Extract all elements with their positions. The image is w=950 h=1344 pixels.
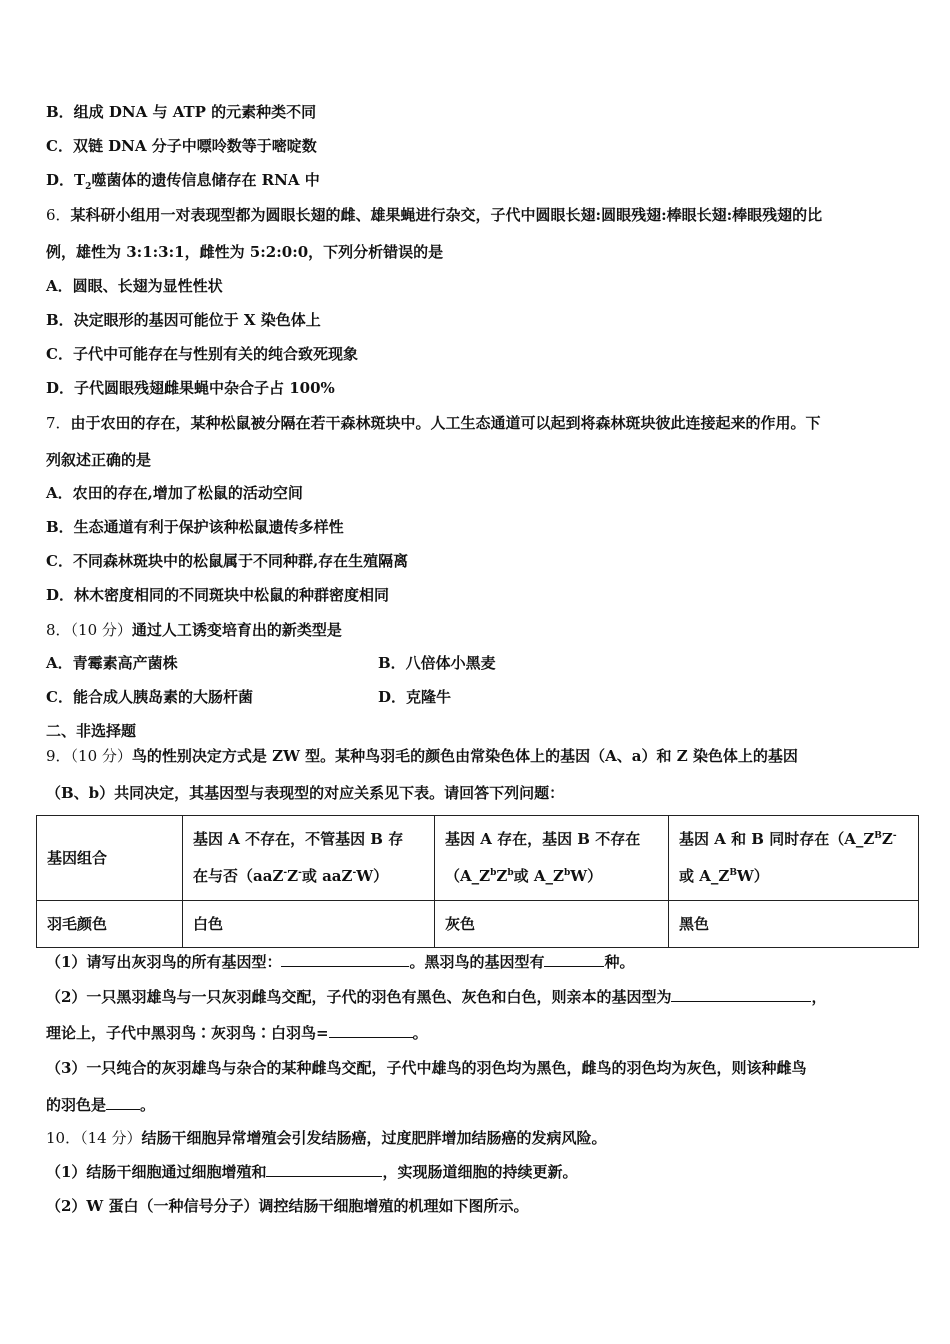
q5-option-c: C．双链 DNA 分子中嘌呤数等于嘧啶数: [46, 137, 317, 155]
table-header-cell: 基因组合: [37, 816, 183, 901]
table-cell: 基因 A 存在，基因 B 不存在 （$A\_Z^bZ^b$或 $A\_Z^bW$）: [435, 816, 669, 901]
q10-stem: 10．（14 分）结肠干细胞异常增殖会引发结肠癌，过度肥胖增加结肠癌的发病风险。: [46, 1129, 607, 1147]
answer-blank[interactable]: [266, 1162, 382, 1177]
q9-number: 9．（10 分）: [46, 747, 132, 765]
q10-number: 10．（14 分）: [46, 1129, 142, 1147]
q7-option-c: C．不同森林斑块中的松鼠属于不同种群,存在生殖隔离: [46, 552, 409, 570]
q9-sub2-line1: （2）一只黑羽雄鸟与一只灰羽雌鸟交配，子代的羽色有黑色、灰色和白色，则亲本的基因型为 ，: [46, 988, 827, 1006]
q8-stem: 8．（10 分）通过人工诱变培育出的新类型是: [46, 621, 342, 639]
q8-option-c: C．能合成人胰岛素的大肠杆菌: [46, 688, 253, 706]
q9-sub2-line2: 理论上，子代中黑羽鸟∶灰羽鸟∶白羽鸟= 。: [46, 1024, 428, 1042]
q8-number: 8．（10 分）: [46, 621, 132, 639]
q10-sub2: （2）W 蛋白（一种信号分子）调控结肠干细胞增殖的机理如下图所示。: [46, 1197, 529, 1215]
table-cell: 基因 A 和 B 同时存在（$A\_Z^BZ^-$ 或 $A\_Z^BW$）: [669, 816, 919, 901]
q9-sub1: （1）请写出灰羽鸟的所有基因型： 。黑羽鸟的基因型有 种。: [46, 953, 635, 971]
q9-stem-line2: （B、b）共同决定，其基因型与表现型的对应关系见下表。请回答下列问题：: [46, 784, 565, 802]
q8-option-a: A．青霉素高产菌株: [46, 654, 178, 672]
table-cell: 灰色: [435, 901, 669, 948]
q8-option-d: D．克隆牛: [378, 688, 452, 706]
q6-option-a: A．圆眼、长翅为显性性状: [46, 277, 223, 295]
answer-blank[interactable]: [106, 1095, 140, 1110]
q6-stem-line1: 6．某科研小组用一对表现型都为圆眼长翅的雌、雄果蝇进行杂交，子代中圆眼长翅:圆眼残翅:棒眼长翅:棒眼残翅的比: [46, 206, 823, 224]
table-cell: 基因 A 不存在，不管基因 B 存 在与否（aaZ-Z-或 aaZ-W）: [183, 816, 435, 901]
q7-option-a: A．农田的存在,增加了松鼠的活动空间: [46, 484, 303, 502]
q6-option-b: B．决定眼形的基因可能位于 X 染色体上: [46, 311, 321, 329]
answer-blank[interactable]: [544, 952, 604, 967]
answer-blank[interactable]: [329, 1023, 413, 1038]
q5-option-b: B．组成 DNA 与 ATP 的元素种类不同: [46, 103, 317, 121]
q6-option-d: D．子代圆眼残翅雌果蝇中杂合子占 100%: [46, 379, 335, 397]
q7-option-b: B．生态通道有利于保护该种松鼠遗传多样性: [46, 518, 344, 536]
table-row: [37, 816, 919, 901]
table-header-cell: 羽毛颜色: [37, 901, 183, 948]
q10-sub1: （1）结肠干细胞通过细胞增殖和 ，实现肠道细胞的持续更新。: [46, 1163, 578, 1181]
answer-blank[interactable]: [671, 987, 811, 1002]
table-cell: 黑色: [669, 901, 919, 948]
table-cell: 白色: [183, 901, 435, 948]
q7-stem-line2: 列叙述正确的是: [46, 451, 152, 469]
q6-stem-line2: 例，雄性为 3:1:3:1，雌性为 5:2:0:0，下列分析错误的是: [46, 243, 444, 261]
q6-number: 6．: [46, 206, 71, 224]
section-heading: 二、非选择题: [46, 722, 137, 740]
genotype-table: [36, 815, 919, 948]
table-row: [37, 901, 919, 948]
q6-option-c: C．子代中可能存在与性别有关的纯合致死现象: [46, 345, 358, 363]
q7-option-d: D．林木密度相同的不同斑块中松鼠的种群密度相同: [46, 586, 390, 604]
q9-sub3-line2: 的羽色是 。: [46, 1096, 156, 1114]
q7-stem-line1: 7．由于农田的存在，某种松鼠被分隔在若干森林斑块中。人工生态通道可以起到将森林斑块彼此连接起来的作用。下: [46, 414, 821, 432]
q8-option-b: B．八倍体小黑麦: [378, 654, 496, 672]
q9-sub3-line1: （3）一只纯合的灰羽雄鸟与杂合的某种雌鸟交配，子代中雄鸟的羽色均为黑色，雌鸟的羽色均为灰色，则该种雌鸟: [46, 1059, 807, 1077]
q7-number: 7．: [46, 414, 71, 432]
answer-blank[interactable]: [281, 952, 409, 967]
q9-stem-line1: 9．（10 分）鸟的性别决定方式是 ZW 型。某种鸟羽毛的颜色由常染色体上的基因（A、a）和 Z 染色体上的基因: [46, 747, 798, 765]
q5-option-d: D．$T_2$噬菌体的遗传信息储存在 RNA 中: [46, 171, 320, 192]
